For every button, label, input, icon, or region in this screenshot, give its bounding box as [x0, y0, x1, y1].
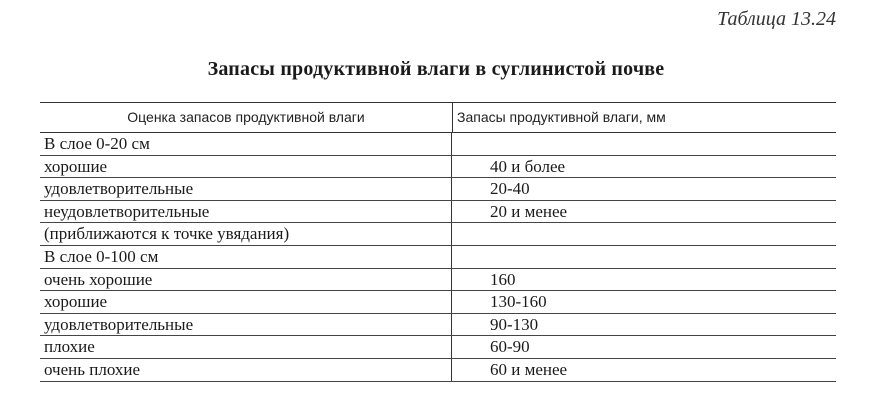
assessment-cell: В слое 0-100 см [40, 246, 452, 268]
reserves-cell: 20 и менее [490, 201, 568, 221]
table-header-row [40, 103, 836, 133]
table-row [40, 246, 836, 269]
reserves-cell [452, 223, 836, 245]
assessment-cell: неудовлетворительные [40, 201, 452, 223]
assessment-cell: очень плохие [40, 359, 452, 381]
assessment-cell: хорошие [40, 156, 452, 178]
column-header-assessment: Оценка запасов продуктивной влаги [40, 103, 453, 132]
assessment-cell: удовлетворительные [40, 314, 452, 336]
table-row [40, 314, 836, 337]
reserves-cell: 60-90 [490, 337, 530, 357]
table-number: Таблица 13.24 [717, 8, 836, 30]
table-row [40, 201, 836, 224]
table-row [40, 359, 836, 382]
assessment-cell: удовлетворительные [40, 178, 452, 200]
assessment-cell: плохие [40, 336, 452, 358]
reserves-cell [452, 133, 836, 155]
table-row [40, 156, 836, 179]
moisture-reserves-table [40, 102, 836, 382]
table-row [40, 269, 836, 292]
assessment-cell: (приближаются к точке увядания) [40, 223, 452, 245]
reserves-cell [452, 246, 836, 268]
table-row [40, 223, 836, 246]
reserves-cell: 60 и менее [490, 359, 568, 379]
table-row [40, 336, 836, 359]
reserves-cell: 20-40 [490, 179, 530, 199]
table-row [40, 291, 836, 314]
assessment-cell: хорошие [40, 291, 452, 313]
column-header-reserves: Запасы продуктивной влаги, мм [457, 109, 666, 125]
reserves-cell: 90-130 [490, 314, 539, 334]
table-row [40, 178, 836, 201]
reserves-cell: 130-160 [490, 292, 547, 312]
reserves-cell: 40 и более [490, 156, 566, 176]
table-row [40, 133, 836, 156]
reserves-cell: 160 [490, 269, 516, 289]
assessment-cell: очень хорошие [40, 269, 452, 291]
table-title: Запасы продуктивной влаги в суглинистой почве [207, 58, 665, 80]
assessment-cell: В слое 0-20 см [40, 133, 452, 155]
